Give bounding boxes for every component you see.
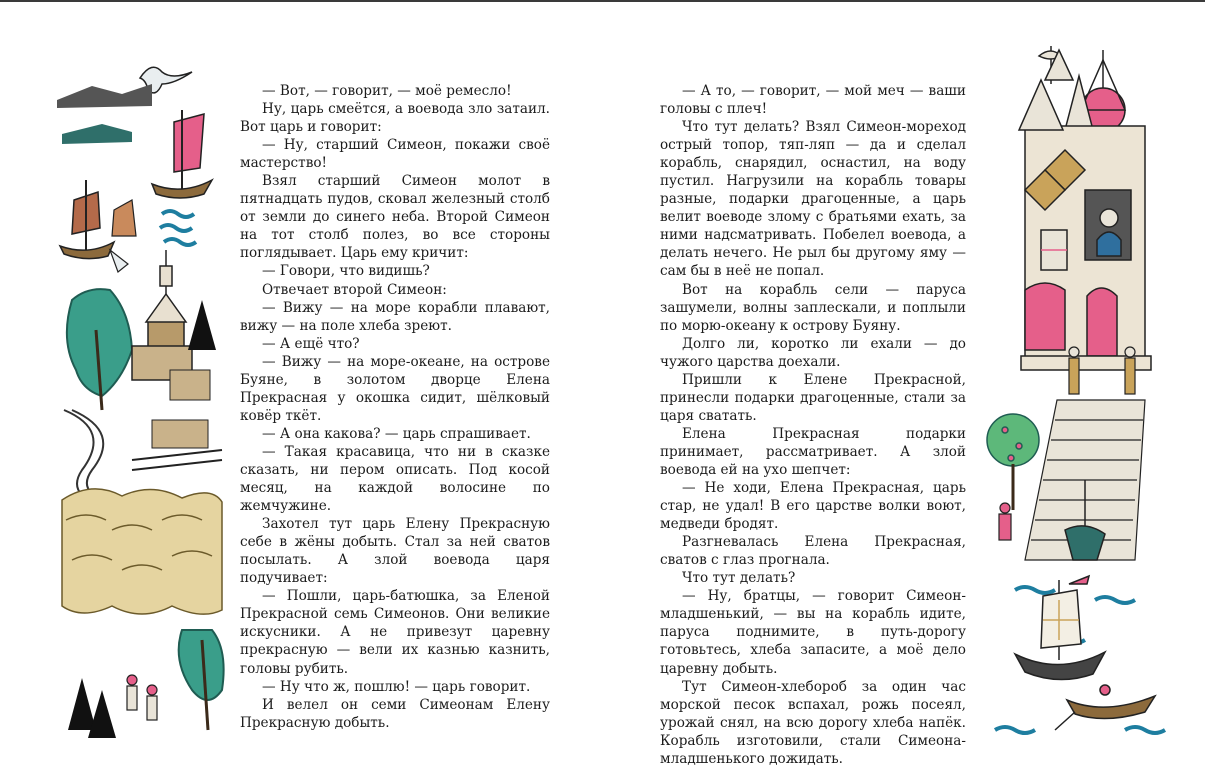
paragraph: Тут Симеон-хлебороб за один час морской песок вспахал, рожь посеял, урожай снял, на всю дорогу хлеба напёк. Корабль изготовили, стали Симеона-младшенького дожидать.	[660, 678, 966, 767]
fence-icon	[132, 450, 222, 470]
rowboat-icon	[1055, 685, 1155, 730]
right-margin-illustration	[985, 40, 1185, 745]
paragraph: — А ещё что?	[262, 335, 360, 352]
paragraph: — Пошли, царь-батюшка, за Еленой Прекрасной семь Симеонов. Они великие искусники. А не привезут царевну прекрасную — вели их казнью казнить, головы рубить.	[240, 588, 550, 677]
paragraph: Пришли к Елене Прекрасной, принесли подарки драгоценные, стали за царя сватать.	[660, 371, 966, 424]
paragraph: Захотел тут царь Елену Прекрасную себе в жёны добыть. Стал за ней сватов посылать. А злой воевода царя подучивает:	[240, 516, 550, 587]
text-column-right	[660, 82, 966, 768]
paragraph: — Вижу — на море-океане, на острове Буяне, в золотом дворце Елена Прекрасная у окошка сидит, шёлковый ковёр ткёт.	[240, 353, 550, 424]
paragraph: — Такая красавица, что ни в сказке сказать, ни пером описать. Под косой месяц, на каждой волосине по жемчужине.	[240, 443, 550, 515]
page-top-rule	[0, 0, 1205, 2]
paragraph: — Ну что ж, пошлю! — царь говорит.	[262, 678, 531, 695]
sailboat-brown-icon	[60, 180, 136, 272]
paragraph: Взял старший Симеон молот в пятнадцать пудов, сковал железный столб от земли до синего неба. Второй Симеон на тот столб полез, во все стороны поглядывает. Царь ему кричит:	[240, 173, 550, 262]
paragraph: — А то, — говорит, — мой меч — ваши головы с плеч!	[660, 83, 966, 118]
paragraph: Ну, царь смеётся, а воевода зло затаил. Вот царь и говорит:	[240, 101, 550, 136]
princess-icon	[1100, 209, 1118, 227]
paragraph: — Вот, — говорит, — моё ремесло!	[262, 83, 512, 99]
paragraph: Что тут делать? Взял Симеон-мореход острый топор, тяп-ляп — да и сделал корабль, снарядил, оснастил, на воду пустил. Нагрузили на корабль товары разные, подарки драгоценные, а царь велит воеводе злому с братьями ехать, за ними надсматривать. Побелел воевода, а делать нечего. Не рыл бы другому яму — сам бы в неё не попал.	[660, 119, 966, 280]
church-icon	[132, 250, 192, 380]
palace-icon	[1019, 46, 1151, 370]
paragraph: — Не ходи, Елена Прекрасная, царь стар, не удал! В его царстве волки воют, медведи бродят.	[660, 480, 966, 533]
people-icon	[127, 675, 157, 720]
paragraph: — Говори, что видишь?	[262, 263, 430, 280]
paragraph: Долго ли, коротко ли ехали — до чужого царства доехали.	[660, 335, 966, 370]
paragraph: Вот на корабль сели — паруса зашумели, волны заплескали, и поплыли по морю-океану к острову Буяну.	[660, 281, 966, 334]
paragraph: — Ну, старший Симеон, покажи своё мастерство!	[240, 137, 550, 172]
sailing-ship-icon	[1015, 576, 1105, 680]
paragraph: И велел он семи Симеонам Елену Прекрасную добыть.	[240, 696, 550, 731]
paragraph: Что тут делать?	[682, 570, 796, 587]
hut-icon	[170, 370, 210, 400]
paragraph: Разгневалась Елена Прекрасная, сватов с глаз прогнала.	[660, 534, 966, 569]
fir-tree-icon	[188, 300, 216, 350]
left-margin-illustration	[52, 50, 232, 740]
paragraph: Отвечает второй Симеон:	[262, 281, 447, 298]
hills-icon	[57, 84, 152, 108]
sailboat-pink-icon	[152, 110, 212, 198]
text-column-left	[240, 82, 550, 732]
paragraph: Елена Прекрасная подарки принимает, рассматривает. А злой воевода ей на ухо шепчет:	[660, 425, 966, 478]
wheat-field-icon	[62, 489, 222, 614]
paragraph: — А она какова? — царь спрашивает.	[262, 425, 531, 442]
paragraph: — Ну, братцы, — говорит Симеон-младшенький, — вы на корабль идите, паруса поднимите, в путь-дорогу готовьтесь, хлеба запасите, а моё дело царевну добыть.	[660, 588, 966, 677]
waves-icon	[160, 211, 196, 245]
paragraph: — Вижу — на море корабли плавают, вижу — на поле хлеба зреют.	[240, 299, 550, 334]
apple-tree-icon	[987, 414, 1039, 510]
